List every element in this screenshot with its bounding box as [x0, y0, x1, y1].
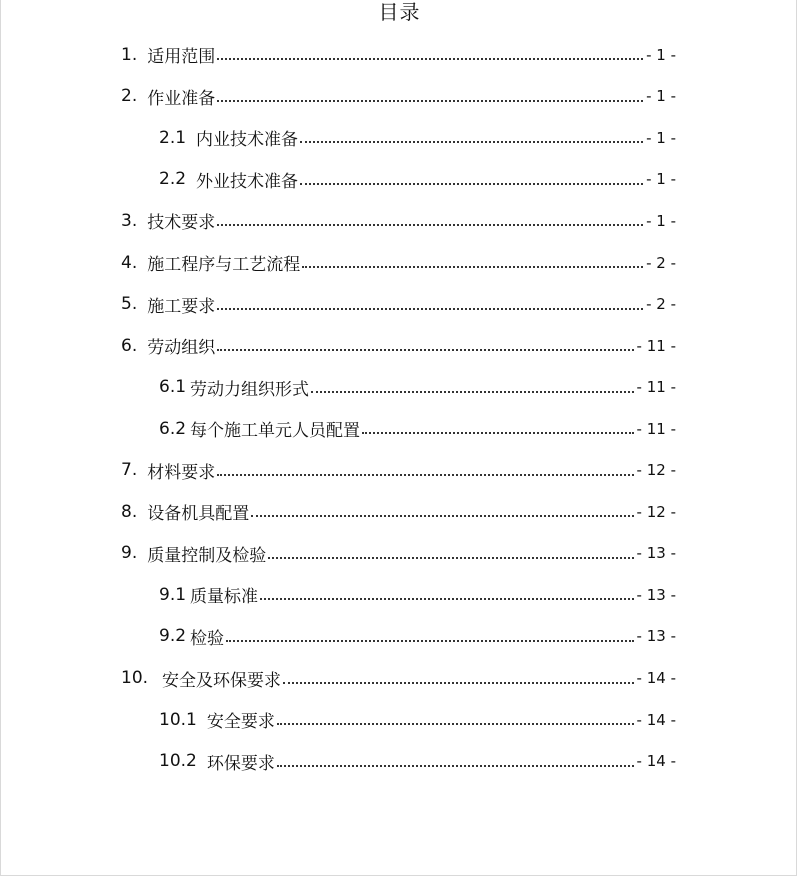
toc-number: 7. — [121, 460, 138, 481]
toc-item-2-1[interactable] — [159, 117, 676, 159]
toc-page-number: - 11 - — [636, 336, 676, 355]
dot-leader — [217, 348, 633, 351]
toc-number: 9. — [121, 543, 138, 564]
toc-page-number: - 13 - — [636, 544, 676, 563]
toc-item-2[interactable] — [121, 76, 676, 118]
toc-title: 质量标准 — [190, 587, 259, 608]
toc-number: 3. — [121, 210, 138, 231]
toc-item-10-1[interactable] — [159, 699, 676, 741]
dot-leader — [260, 597, 634, 600]
toc-item-7[interactable] — [121, 450, 676, 492]
toc-page-number: - 14 - — [636, 710, 676, 729]
toc-title: 适用范围 — [147, 47, 216, 68]
toc-page-number: - 1 - — [646, 170, 676, 189]
dot-leader — [217, 99, 643, 102]
toc-number: 2.1 — [159, 127, 187, 148]
toc-title: 劳动组织 — [147, 338, 216, 359]
toc-title: 施工要求 — [147, 296, 216, 317]
toc-title: 设备机具配置 — [147, 504, 250, 525]
toc-page-number: - 1 - — [646, 128, 676, 147]
dot-leader — [251, 514, 633, 517]
dot-leader — [226, 639, 634, 642]
toc-item-9-1[interactable] — [159, 574, 676, 616]
dot-leader — [217, 473, 633, 476]
toc-number: 2.2 — [159, 169, 187, 190]
toc-page-number: - 11 - — [636, 419, 676, 438]
toc-page-number: - 14 - — [636, 752, 676, 771]
dot-leader — [300, 140, 643, 143]
toc-page-number: - 1 - — [646, 45, 676, 64]
toc-item-6[interactable] — [121, 325, 676, 367]
toc-number: 9.2 — [159, 626, 187, 647]
dot-leader — [283, 681, 634, 684]
toc-item-9-2[interactable] — [159, 616, 676, 658]
toc-item-5[interactable] — [121, 283, 676, 325]
toc-page-number: - 12 - — [636, 461, 676, 480]
dot-leader — [311, 390, 634, 393]
toc-item-10-2[interactable] — [159, 740, 676, 782]
toc-number: 5. — [121, 294, 138, 315]
dot-leader — [217, 307, 643, 310]
toc-item-3[interactable] — [121, 200, 676, 242]
toc-number: 2. — [121, 86, 138, 107]
toc-page-number: - 2 - — [646, 253, 676, 272]
toc-title: 材料要求 — [147, 462, 216, 483]
toc-item-8[interactable] — [121, 491, 676, 533]
toc-title: 每个施工单元人员配置 — [190, 421, 361, 442]
toc-item-1[interactable] — [121, 34, 676, 76]
toc-page-number: - 11 - — [636, 378, 676, 397]
toc-item-10[interactable] — [121, 657, 676, 699]
toc-number: 4. — [121, 252, 138, 273]
dot-leader — [268, 556, 633, 559]
toc-number: 10.2 — [159, 751, 197, 772]
dot-leader — [302, 265, 643, 268]
toc-page-number: - 2 - — [646, 295, 676, 314]
toc-page-number: - 12 - — [636, 502, 676, 521]
dot-leader — [217, 223, 643, 226]
toc-title: 劳动力组织形式 — [190, 379, 310, 400]
toc-number: 9.1 — [159, 584, 187, 605]
toc-number: 6.2 — [159, 418, 187, 439]
toc-page-number: - 13 - — [636, 585, 676, 604]
toc-title: 安全及环保要求 — [162, 670, 282, 691]
dot-leader — [362, 431, 634, 434]
toc-item-9[interactable] — [121, 533, 676, 575]
toc-number: 6.1 — [159, 377, 187, 398]
toc-number: 10. — [121, 668, 149, 689]
toc-title: 安全要求 — [206, 712, 275, 733]
toc-number: 10.1 — [159, 709, 197, 730]
toc-page-number: - 1 - — [646, 211, 676, 230]
toc-page-number: - 1 - — [646, 87, 676, 106]
toc-title: 检验 — [190, 628, 225, 649]
toc-title: 技术要求 — [147, 213, 216, 234]
dot-leader — [277, 722, 634, 725]
dot-leader — [300, 182, 643, 185]
toc-title: 外业技术准备 — [196, 171, 299, 192]
toc-title: 施工程序与工艺流程 — [147, 255, 301, 276]
toc-title: 作业准备 — [147, 88, 216, 109]
toc-item-2-2[interactable] — [159, 159, 676, 201]
toc-number: 8. — [121, 501, 138, 522]
toc-number: 6. — [121, 335, 138, 356]
toc-item-4[interactable] — [121, 242, 676, 284]
page-title: 目录 — [378, 0, 421, 24]
toc-page-number: - 13 - — [636, 627, 676, 646]
dot-leader — [217, 57, 643, 60]
toc-item-6-1[interactable] — [159, 366, 676, 408]
toc-title: 质量控制及检验 — [147, 545, 267, 566]
toc-title: 内业技术准备 — [196, 130, 299, 151]
toc-item-6-2[interactable] — [159, 408, 676, 450]
toc-page-number: - 14 - — [636, 669, 676, 688]
toc-number: 1. — [121, 44, 138, 65]
toc-title: 环保要求 — [206, 753, 275, 774]
dot-leader — [277, 764, 634, 767]
